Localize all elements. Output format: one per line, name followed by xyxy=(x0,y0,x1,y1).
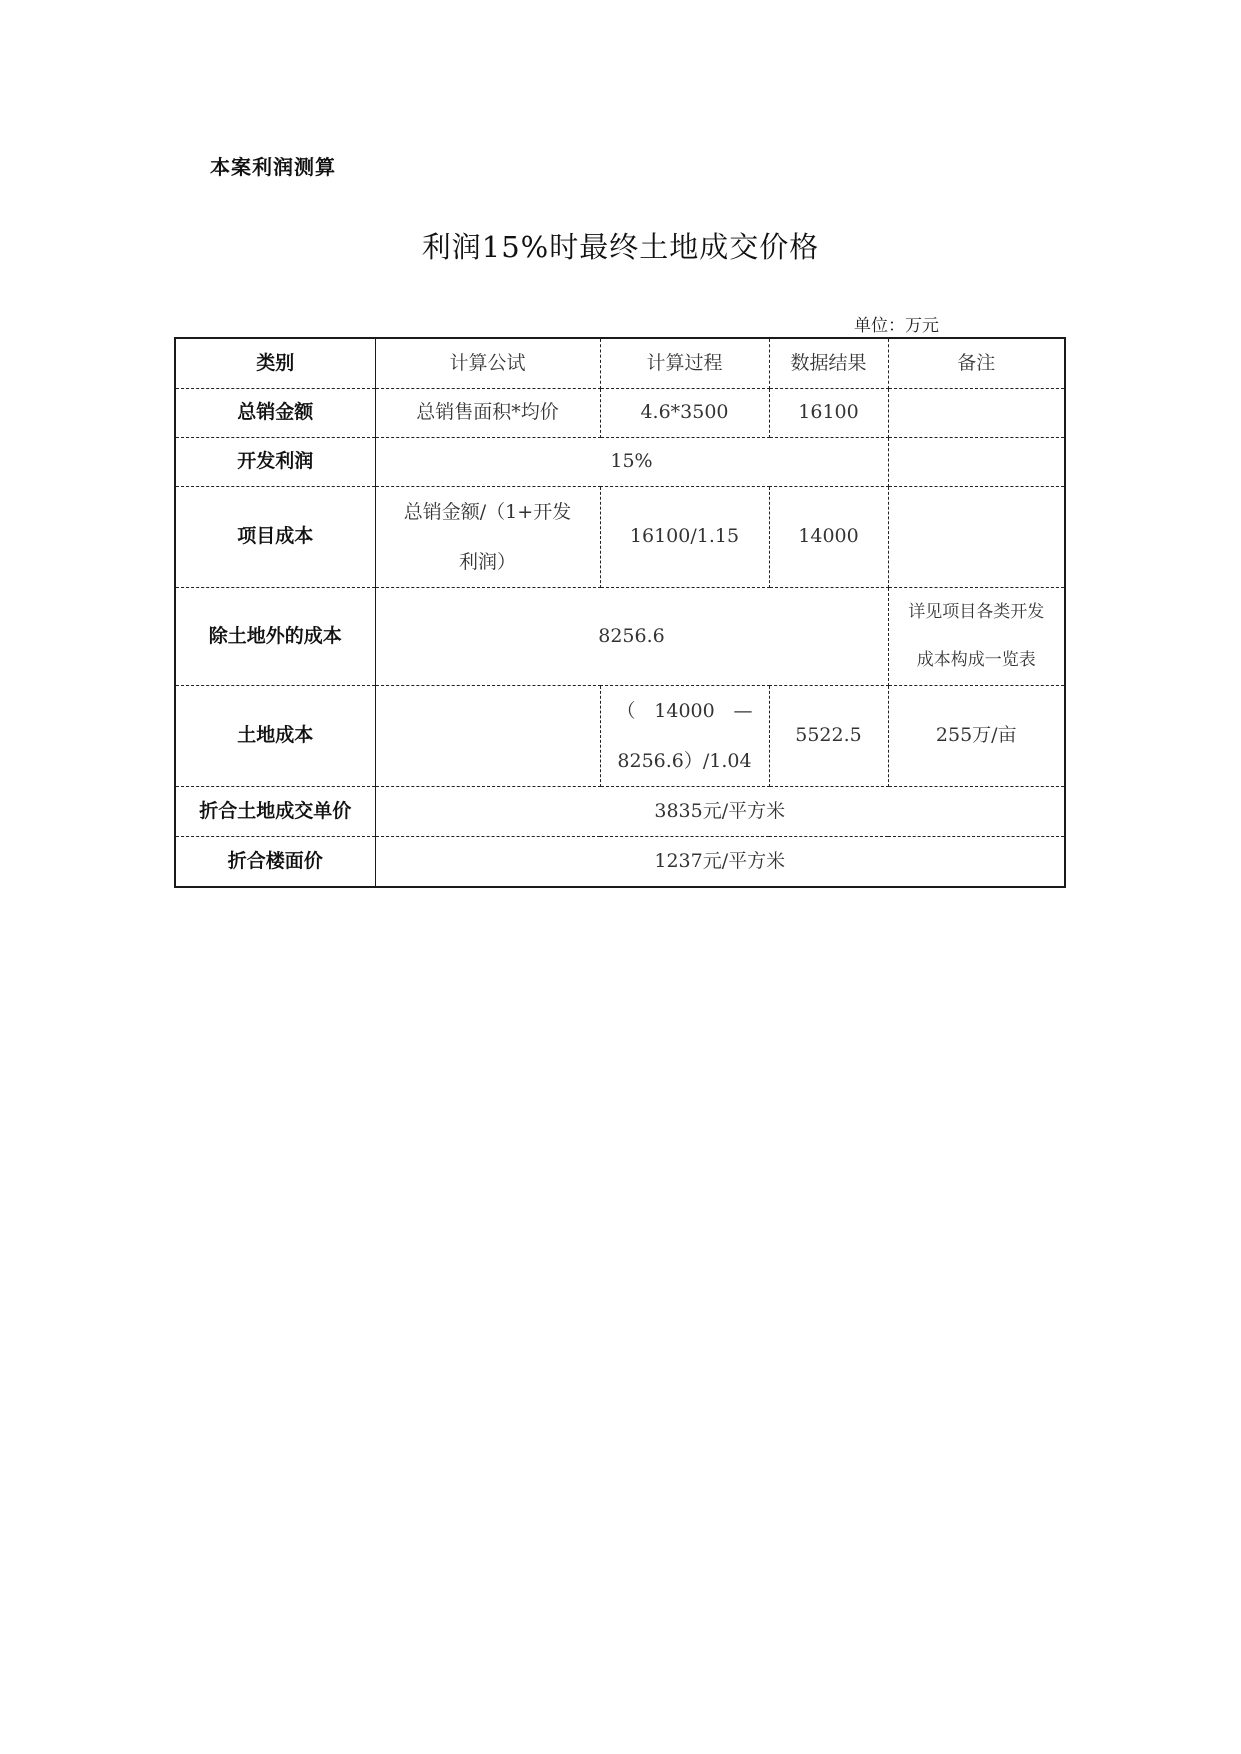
merged-value-cell: 8256.6 xyxy=(375,587,888,685)
result-cell: 16100 xyxy=(769,388,888,437)
remark-line-1: 详见项目各类开发 xyxy=(908,602,1045,622)
section-title: 本案利润测算 xyxy=(210,155,336,179)
merged-value-cell: 1237元/平方米 xyxy=(375,836,1064,886)
row-project-cost xyxy=(176,486,1064,587)
row-dev-profit xyxy=(176,437,1064,486)
header-process: 计算过程 xyxy=(600,339,769,388)
result-cell: 14000 xyxy=(769,486,888,587)
table-header-row xyxy=(176,339,1064,388)
document-title: 利润15%时最终土地成交价格 xyxy=(421,230,820,264)
formula-cell: 总销售面积*均价 xyxy=(375,388,600,437)
process-cell: 16100/1.15 xyxy=(600,486,769,587)
process-value: 14000 xyxy=(654,699,715,722)
merged-value-cell: 15% xyxy=(375,437,888,486)
profit-calculation-table xyxy=(174,337,1066,888)
header-category: 类别 xyxy=(176,339,375,388)
merged-value-cell: 3835元/平方米 xyxy=(375,786,1064,836)
process-cell xyxy=(600,685,769,786)
category-cell: 折合土地成交单价 xyxy=(176,786,375,836)
category-cell: 土地成本 xyxy=(176,685,375,786)
header-result: 数据结果 xyxy=(769,339,888,388)
process-line-1 xyxy=(607,686,763,736)
header-formula: 计算公试 xyxy=(375,339,600,388)
process-cell: 4.6*3500 xyxy=(600,388,769,437)
formula-line-2: 利润） xyxy=(458,550,516,573)
process-line-2: 8256.6）/1.04 xyxy=(617,749,752,772)
category-cell: 开发利润 xyxy=(176,437,375,486)
minus-sign: — xyxy=(733,699,753,722)
remark-cell xyxy=(888,486,1064,587)
category-cell: 总销金额 xyxy=(176,388,375,437)
row-land-cost xyxy=(176,685,1064,786)
formula-cell xyxy=(375,486,600,587)
remark-cell xyxy=(888,587,1064,685)
category-cell: 折合楼面价 xyxy=(176,836,375,886)
open-paren: （ xyxy=(616,699,636,722)
remark-cell xyxy=(888,437,1064,486)
category-cell: 项目成本 xyxy=(176,486,375,587)
result-cell: 5522.5 xyxy=(769,685,888,786)
row-floor-price xyxy=(176,836,1064,886)
remark-cell: 255万/亩 xyxy=(888,685,1064,786)
row-total-sales xyxy=(176,388,1064,437)
unit-note: 单位：万元 xyxy=(854,316,939,336)
remark-line-2: 成本构成一览表 xyxy=(916,650,1036,670)
row-unit-land-price xyxy=(176,786,1064,836)
header-remark: 备注 xyxy=(888,339,1064,388)
formula-line-1: 总销金额/（1+开发 xyxy=(403,500,572,523)
formula-cell xyxy=(375,685,600,786)
remark-cell xyxy=(888,388,1064,437)
category-cell: 除土地外的成本 xyxy=(176,587,375,685)
row-non-land-cost xyxy=(176,587,1064,685)
